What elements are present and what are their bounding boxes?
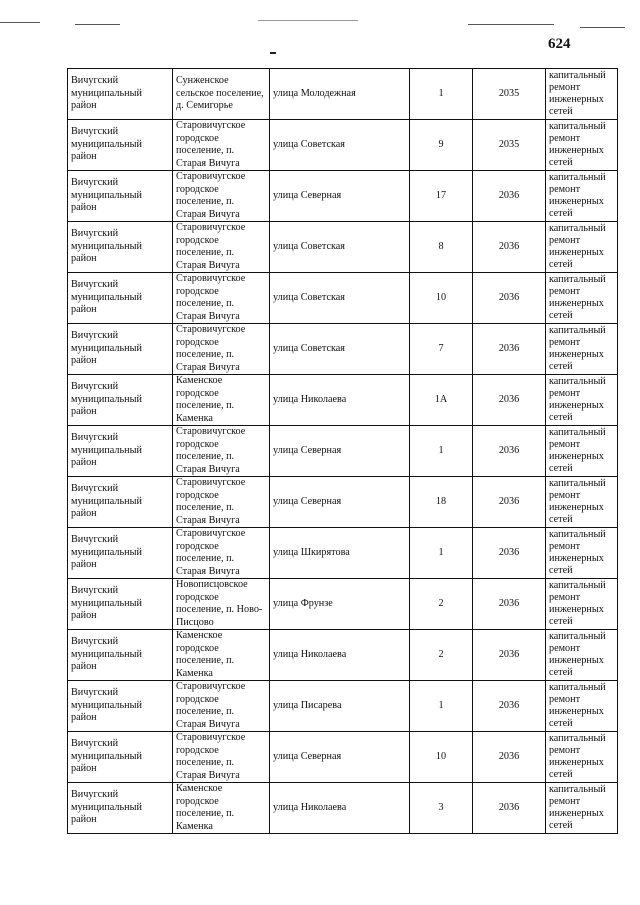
house-number-cell: 1 (410, 528, 473, 579)
district-cell: Вичугский муниципальный район (68, 732, 173, 783)
street-cell: улица Николаева (270, 783, 410, 834)
district-cell: Вичугский муниципальный район (68, 324, 173, 375)
settlement-cell: Старовичугское городское поселение, п. Старая Вичуга (173, 477, 270, 528)
street-cell: улица Фрунзе (270, 579, 410, 630)
house-number-cell: 1 (410, 69, 473, 120)
table-row (68, 732, 618, 783)
table-row (68, 375, 618, 426)
settlement-cell: Старовичугское городское поселение, п. Старая Вичуга (173, 681, 270, 732)
table-row (68, 783, 618, 834)
street-cell: улица Северная (270, 426, 410, 477)
district-cell: Вичугский муниципальный район (68, 120, 173, 171)
house-number-cell: 17 (410, 171, 473, 222)
house-number-cell: 3 (410, 783, 473, 834)
street-cell: улица Советская (270, 222, 410, 273)
work-type-cell: капитальный ремонт инженерных сетей (546, 171, 618, 222)
year-cell: 2036 (473, 171, 546, 222)
district-cell: Вичугский муниципальный район (68, 579, 173, 630)
house-number-cell: 18 (410, 477, 473, 528)
street-cell: улица Северная (270, 477, 410, 528)
house-number-cell: 9 (410, 120, 473, 171)
settlement-cell: Каменское городское поселение, п. Каменка (173, 630, 270, 681)
work-type-cell: капитальный ремонт инженерных сетей (546, 477, 618, 528)
table-row (68, 273, 618, 324)
settlement-cell: Старовичугское городское поселение, п. Старая Вичуга (173, 732, 270, 783)
work-type-cell: капитальный ремонт инженерных сетей (546, 732, 618, 783)
district-cell: Вичугский муниципальный район (68, 783, 173, 834)
district-cell: Вичугский муниципальный район (68, 681, 173, 732)
district-cell: Вичугский муниципальный район (68, 477, 173, 528)
street-cell: улица Советская (270, 273, 410, 324)
settlement-cell: Старовичугское городское поселение, п. Старая Вичуга (173, 171, 270, 222)
settlement-cell: Старовичугское городское поселение, п. Старая Вичуга (173, 528, 270, 579)
work-type-cell: капитальный ремонт инженерных сетей (546, 120, 618, 171)
table-row (68, 579, 618, 630)
house-number-cell: 2 (410, 630, 473, 681)
house-number-cell: 1 (410, 426, 473, 477)
settlement-cell: Каменское городское поселение, п. Каменка (173, 783, 270, 834)
settlement-cell: Старовичугское городское поселение, п. Старая Вичуга (173, 120, 270, 171)
year-cell: 2036 (473, 426, 546, 477)
table-row (68, 324, 618, 375)
scan-artifact-line (270, 52, 276, 54)
street-cell: улица Писарева (270, 681, 410, 732)
district-cell: Вичугский муниципальный район (68, 171, 173, 222)
year-cell: 2036 (473, 273, 546, 324)
street-cell: улица Северная (270, 732, 410, 783)
year-cell: 2036 (473, 783, 546, 834)
settlement-cell: Старовичугское городское поселение, п. Старая Вичуга (173, 273, 270, 324)
settlement-cell: Старовичугское городское поселение, п. Старая Вичуга (173, 324, 270, 375)
house-number-cell: 10 (410, 273, 473, 324)
table-row (68, 528, 618, 579)
house-number-cell: 2 (410, 579, 473, 630)
year-cell: 2036 (473, 732, 546, 783)
scan-artifact-line (0, 22, 40, 23)
street-cell: улица Николаева (270, 375, 410, 426)
work-type-cell: капитальный ремонт инженерных сетей (546, 681, 618, 732)
year-cell: 2036 (473, 681, 546, 732)
work-type-cell: капитальный ремонт инженерных сетей (546, 69, 618, 120)
settlement-cell: Каменское городское поселение, п. Каменка (173, 375, 270, 426)
year-cell: 2036 (473, 222, 546, 273)
district-cell: Вичугский муниципальный район (68, 375, 173, 426)
work-type-cell: капитальный ремонт инженерных сетей (546, 783, 618, 834)
house-number-cell: 1А (410, 375, 473, 426)
scan-artifact-line (580, 27, 625, 28)
street-cell: улица Шкирятова (270, 528, 410, 579)
settlement-cell: Сунженское сельское поселение, д. Семигорье (173, 69, 270, 120)
settlement-cell: Новописцовское городское поселение, п. Ново-Писцово (173, 579, 270, 630)
work-type-cell: капитальный ремонт инженерных сетей (546, 222, 618, 273)
street-cell: улица Николаева (270, 630, 410, 681)
table-row (68, 681, 618, 732)
settlement-cell: Старовичугское городское поселение, п. Старая Вичуга (173, 426, 270, 477)
year-cell: 2036 (473, 630, 546, 681)
street-cell: улица Советская (270, 324, 410, 375)
district-cell: Вичугский муниципальный район (68, 222, 173, 273)
table-row (68, 171, 618, 222)
scan-artifact-line (468, 24, 554, 25)
house-number-cell: 7 (410, 324, 473, 375)
house-number-cell: 8 (410, 222, 473, 273)
year-cell: 2036 (473, 324, 546, 375)
work-type-cell: капитальный ремонт инженерных сетей (546, 630, 618, 681)
table-row (68, 222, 618, 273)
district-cell: Вичугский муниципальный район (68, 426, 173, 477)
registry-table (67, 68, 618, 834)
page-number: 624 (548, 36, 571, 52)
house-number-cell: 1 (410, 681, 473, 732)
work-type-cell: капитальный ремонт инженерных сетей (546, 375, 618, 426)
year-cell: 2035 (473, 120, 546, 171)
year-cell: 2036 (473, 579, 546, 630)
year-cell: 2035 (473, 69, 546, 120)
scan-artifact-line (258, 20, 358, 21)
street-cell: улица Северная (270, 171, 410, 222)
house-number-cell: 10 (410, 732, 473, 783)
table-row (68, 69, 618, 120)
year-cell: 2036 (473, 477, 546, 528)
table-row (68, 630, 618, 681)
registry-table-body (68, 69, 618, 834)
year-cell: 2036 (473, 528, 546, 579)
year-cell: 2036 (473, 375, 546, 426)
district-cell: Вичугский муниципальный район (68, 273, 173, 324)
work-type-cell: капитальный ремонт инженерных сетей (546, 528, 618, 579)
street-cell: улица Молодежная (270, 69, 410, 120)
work-type-cell: капитальный ремонт инженерных сетей (546, 273, 618, 324)
scan-artifact-line (75, 24, 120, 25)
street-cell: улица Советская (270, 120, 410, 171)
district-cell: Вичугский муниципальный район (68, 528, 173, 579)
district-cell: Вичугский муниципальный район (68, 630, 173, 681)
work-type-cell: капитальный ремонт инженерных сетей (546, 579, 618, 630)
settlement-cell: Старовичугское городское поселение, п. Старая Вичуга (173, 222, 270, 273)
district-cell: Вичугский муниципальный район (68, 69, 173, 120)
table-row (68, 120, 618, 171)
table-row (68, 426, 618, 477)
work-type-cell: капитальный ремонт инженерных сетей (546, 426, 618, 477)
table-row (68, 477, 618, 528)
work-type-cell: капитальный ремонт инженерных сетей (546, 324, 618, 375)
